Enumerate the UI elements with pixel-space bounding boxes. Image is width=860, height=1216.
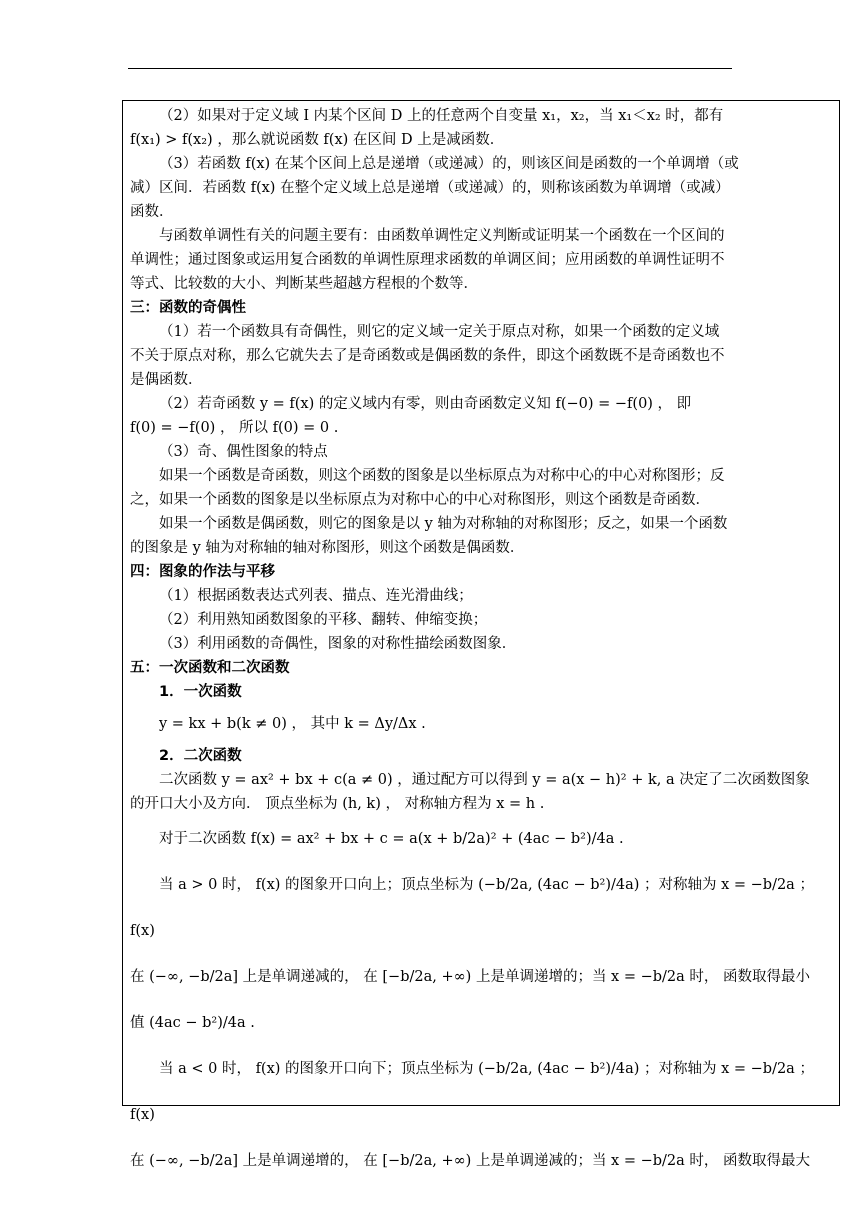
formula-line: 在 (−∞, −b/2a] 上是单调递减的， 在 [−b/2a, +∞) 上是单调递增的；当 x = −b/2a 时， 函数取得最小 (130, 969, 810, 985)
text-line: 等式、比较数的大小、判断某些超越方程根的个数等． (130, 276, 478, 292)
formula-line: 对于二次函数 f(x) = ax² + bx + c = a(x + b/2a)² + (4ac − b²)/4a . (159, 831, 624, 847)
text-line: 函数． (130, 204, 174, 220)
text-line: （2）如果对于定义域 I 内某个区间 D 上的任意两个自变量 x₁，x₂，当 x₁＜x₂ 时，都有 (159, 108, 724, 124)
header-rule (128, 68, 732, 69)
text-line: f(x₁) > f(x₂) ，那么就说函数 f(x) 在区间 D 上是减函数． (130, 132, 505, 148)
text-line: 二次函数 y = ax² + bx + c(a ≠ 0) ，通过配方可以得到 y = a(x − h)² + k, a 决定了二次函数图象 (159, 772, 810, 788)
text-line: （2）若奇函数 y = f(x) 的定义域内有零，则由奇函数定义知 f(−0) = −f(0) ， 即 (159, 396, 692, 412)
text-line: （1）若一个函数具有奇偶性，则它的定义域一定关于原点对称，如果一个函数的定义域 (159, 324, 720, 340)
text-line: （3）若函数 f(x) 在某个区间上总是递增（或递减）的，则该区间是函数的一个单调增（或 (159, 156, 739, 172)
text-line: 单调性；通过图象或运用复合函数的单调性原理求函数的单调区间；应用函数的单调性证明不 (130, 252, 725, 268)
text-line: （2）利用熟知函数图象的平移、翻转、伸缩变换； (159, 612, 488, 628)
text-line: 的图象是 y 轴为对称轴的轴对称图形，则这个函数是偶函数． (130, 540, 525, 556)
text-line: 与函数单调性有关的问题主要有：由函数单调性定义判断或证明某一个函数在一个区间的 (159, 228, 725, 244)
formula-line: 当 a > 0 时， f(x) 的图象开口向上；顶点坐标为 (−b/2a, (4ac − b²)/4a) ；对称轴为 x = −b/2a ； f(x) (130, 877, 814, 939)
formula-line: 在 (−∞, −b/2a] 上是单调递增的， 在 [−b/2a, +∞) 上是单调递减的；当 x = −b/2a 时， 函数取得最大 (130, 1153, 810, 1169)
formula-line: y = kx + b(k ≠ 0) ， 其中 k = Δy/Δx . (159, 716, 426, 732)
text-line: 如果一个函数是奇函数，则这个函数的图象是以坐标原点为对称中心的中心对称图形；反 (159, 468, 725, 484)
text-line: 不关于原点对称，那么它就失去了是奇函数或是偶函数的条件，即这个函数既不是奇函数也不 (130, 348, 725, 364)
section-heading: 三：函数的奇偶性 (130, 300, 246, 316)
formula-line: 值 (4ac − b²)/4a . (130, 1015, 255, 1031)
document-body (130, 104, 836, 1184)
formula-line: 当 a < 0 时， f(x) 的图象开口向下；顶点坐标为 (−b/2a, (4ac − b²)/4a) ；对称轴为 x = −b/2a ； f(x) (130, 1061, 814, 1123)
section-heading: 四：图象的作法与平移 (130, 564, 275, 580)
text-line: 减）区间．若函数 f(x) 在整个定义域上总是递增（或递减）的，则称该函数为单调增（或减） (130, 180, 730, 196)
text-line: 的开口大小及方向． 顶点坐标为 (h, k) ， 对称轴方程为 x = h . (130, 796, 545, 812)
text-line: 如果一个函数是偶函数，则它的图象是以 y 轴为对称轴的对称图形；反之，如果一个函数 (159, 516, 728, 532)
text-line: （1）根据函数表达式列表、描点、连光滑曲线； (159, 588, 473, 604)
subsection-heading: 1．一次函数 (159, 684, 242, 700)
subsection-heading: 2．二次函数 (159, 748, 242, 764)
section-heading: 五：一次函数和二次函数 (130, 660, 290, 676)
text-line: 之，如果一个函数的图象是以坐标原点为对称中心的中心对称图形，则这个函数是奇函数． (130, 492, 710, 508)
text-line: 是偶函数． (130, 372, 203, 388)
text-line: f(0) = −f(0) ， 所以 f(0) = 0 . (130, 420, 339, 436)
text-line: （3）奇、偶性图象的特点 (159, 444, 328, 460)
text-line: （3）利用函数的奇偶性，图象的对称性描绘函数图象． (159, 636, 517, 652)
